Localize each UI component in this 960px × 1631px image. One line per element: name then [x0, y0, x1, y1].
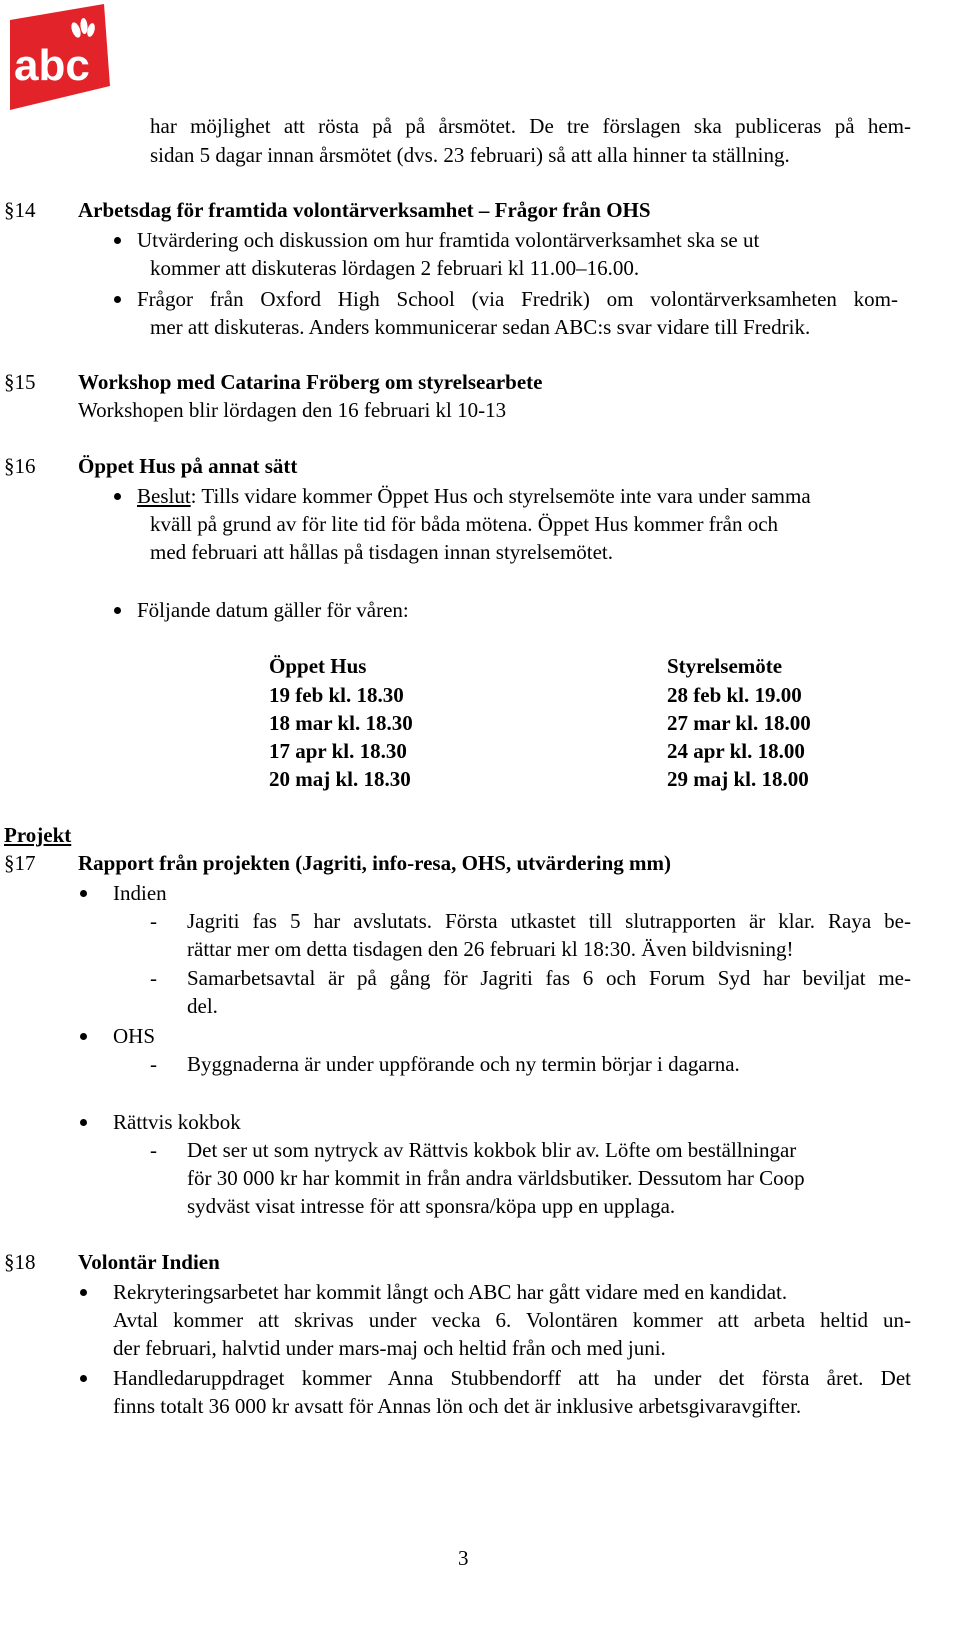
sub-item-text: del.: [187, 994, 218, 1018]
table-cell: 29 maj kl. 18.00: [667, 767, 809, 791]
beslut-text: : Tills vidare kommer Öppet Hus och styrelsemöte inte vara under samma: [190, 484, 811, 508]
list-item-text: med februari att hållas på tisdagen innan styrelsemötet.: [150, 540, 614, 564]
table-header: Öppet Hus: [269, 654, 367, 678]
bullet-icon: [80, 1119, 87, 1126]
dash-icon: -: [150, 1052, 157, 1076]
page-number: 3: [458, 1546, 469, 1570]
sub-item-text: Samarbetsavtal är på gång för Jagriti fas 6 och Forum Syd har beviljat me-: [187, 966, 911, 990]
dash-icon: -: [150, 1138, 157, 1162]
table-cell: 28 feb kl. 19.00: [667, 683, 802, 707]
abc-logo-image: [4, 2, 112, 110]
list-item-text: OHS: [113, 1024, 156, 1048]
intro-line: har möjlighet att rösta på på årsmötet. De tre förslagen ska publiceras på hem-: [150, 114, 911, 138]
list-item-text: Rekryteringsarbetet har kommit långt och ABC har gått vidare med en kandidat.: [113, 1280, 788, 1304]
section-number: §14: [4, 198, 36, 222]
list-item-text: Handledaruppdraget kommer Anna Stubbendorff att ha under det första året. Det: [113, 1366, 911, 1390]
section-title: Workshop med Catarina Fröberg om styrelsearbete: [78, 370, 543, 394]
list-item-text: Indien: [113, 881, 167, 905]
table-cell: 20 maj kl. 18.30: [269, 767, 411, 791]
list-item-text: Frågor från Oxford High School (via Fredrik) om volontärverksamheten kom-: [137, 287, 898, 311]
list-item-text: der februari, halvtid under mars-maj och heltid från och med juni.: [113, 1336, 666, 1360]
list-item-text: kommer att diskuteras lördagen 2 februari kl 11.00–16.00.: [150, 256, 640, 280]
list-item-text: finns totalt 36 000 kr avsatt för Annas lön och det är inklusive arbetsgivaravgifter.: [113, 1394, 802, 1418]
section-title: Volontär Indien: [78, 1250, 220, 1274]
table-cell: 18 mar kl. 18.30: [269, 711, 413, 735]
bullet-icon: [114, 296, 121, 303]
list-item-text: kväll på grund av för lite tid för båda mötena. Öppet Hus kommer från och: [150, 512, 779, 536]
list-item-text: Avtal kommer att skrivas under vecka 6. Volontären kommer att arbeta heltid un-: [113, 1308, 911, 1332]
section-text: Workshopen blir lördagen den 16 februari kl 10-13: [78, 398, 507, 422]
table-header: Styrelsemöte: [667, 654, 783, 678]
bullet-icon: [114, 607, 121, 614]
sub-item-text: Det ser ut som nytryck av Rättvis kokbok blir av. Löfte om beställningar: [187, 1138, 797, 1162]
bullet-icon: [80, 1289, 87, 1296]
abc-logo: [4, 2, 112, 110]
list-item-text: mer att diskuteras. Anders kommunicerar sedan ABC:s svar vidare till Fredrik.: [150, 315, 811, 339]
dash-icon: -: [150, 909, 157, 933]
dash-icon: -: [150, 966, 157, 990]
section-title: Arbetsdag för framtida volontärverksamhet – Frågor från OHS: [78, 198, 651, 222]
bullet-icon: [80, 890, 87, 897]
projekt-heading: Projekt: [4, 823, 72, 847]
table-cell: 17 apr kl. 18.30: [269, 739, 407, 763]
section-title: Rapport från projekten (Jagriti, info-resa, OHS, utvärdering mm): [78, 851, 672, 875]
section-number: §16: [4, 454, 36, 478]
sub-item-text: rättar mer om detta tisdagen den 26 februari kl 18:30. Även bildvisning!: [187, 937, 794, 961]
section-number: §18: [4, 1250, 36, 1274]
sub-item-text: sydväst visat intresse för att sponsra/köpa upp en upplaga.: [187, 1194, 676, 1218]
svg-text:abc: abc: [14, 41, 90, 90]
table-cell: 27 mar kl. 18.00: [667, 711, 811, 735]
list-item-text: Utvärdering och diskussion om hur framtida volontärverksamhet ska se ut: [137, 228, 760, 252]
table-cell: 19 feb kl. 18.30: [269, 683, 404, 707]
table-cell: 24 apr kl. 18.00: [667, 739, 805, 763]
list-item-text: Rättvis kokbok: [113, 1110, 241, 1134]
section-title: Öppet Hus på annat sätt: [78, 454, 298, 478]
beslut-label: Beslut: [137, 484, 191, 508]
intro-line: sidan 5 dagar innan årsmötet (dvs. 23 februari) så att alla hinner ta ställning.: [150, 143, 790, 167]
bullet-icon: [114, 493, 121, 500]
section-number: §17: [4, 851, 36, 875]
bullet-icon: [80, 1375, 87, 1382]
sub-item-text: Jagriti fas 5 har avslutats. Första utkastet till slutrapporten är klar. Raya be-: [187, 909, 911, 933]
list-item-text: Följande datum gäller för våren:: [137, 598, 409, 622]
bullet-icon: [80, 1033, 87, 1040]
sub-item-text: för 30 000 kr har kommit in från andra världsbutiker. Dessutom har Coop: [187, 1166, 805, 1190]
section-number: §15: [4, 370, 36, 394]
bullet-icon: [114, 237, 121, 244]
sub-item-text: Byggnaderna är under uppförande och ny termin börjar i dagarna.: [187, 1052, 740, 1076]
list-item-text: [137, 482, 811, 511]
